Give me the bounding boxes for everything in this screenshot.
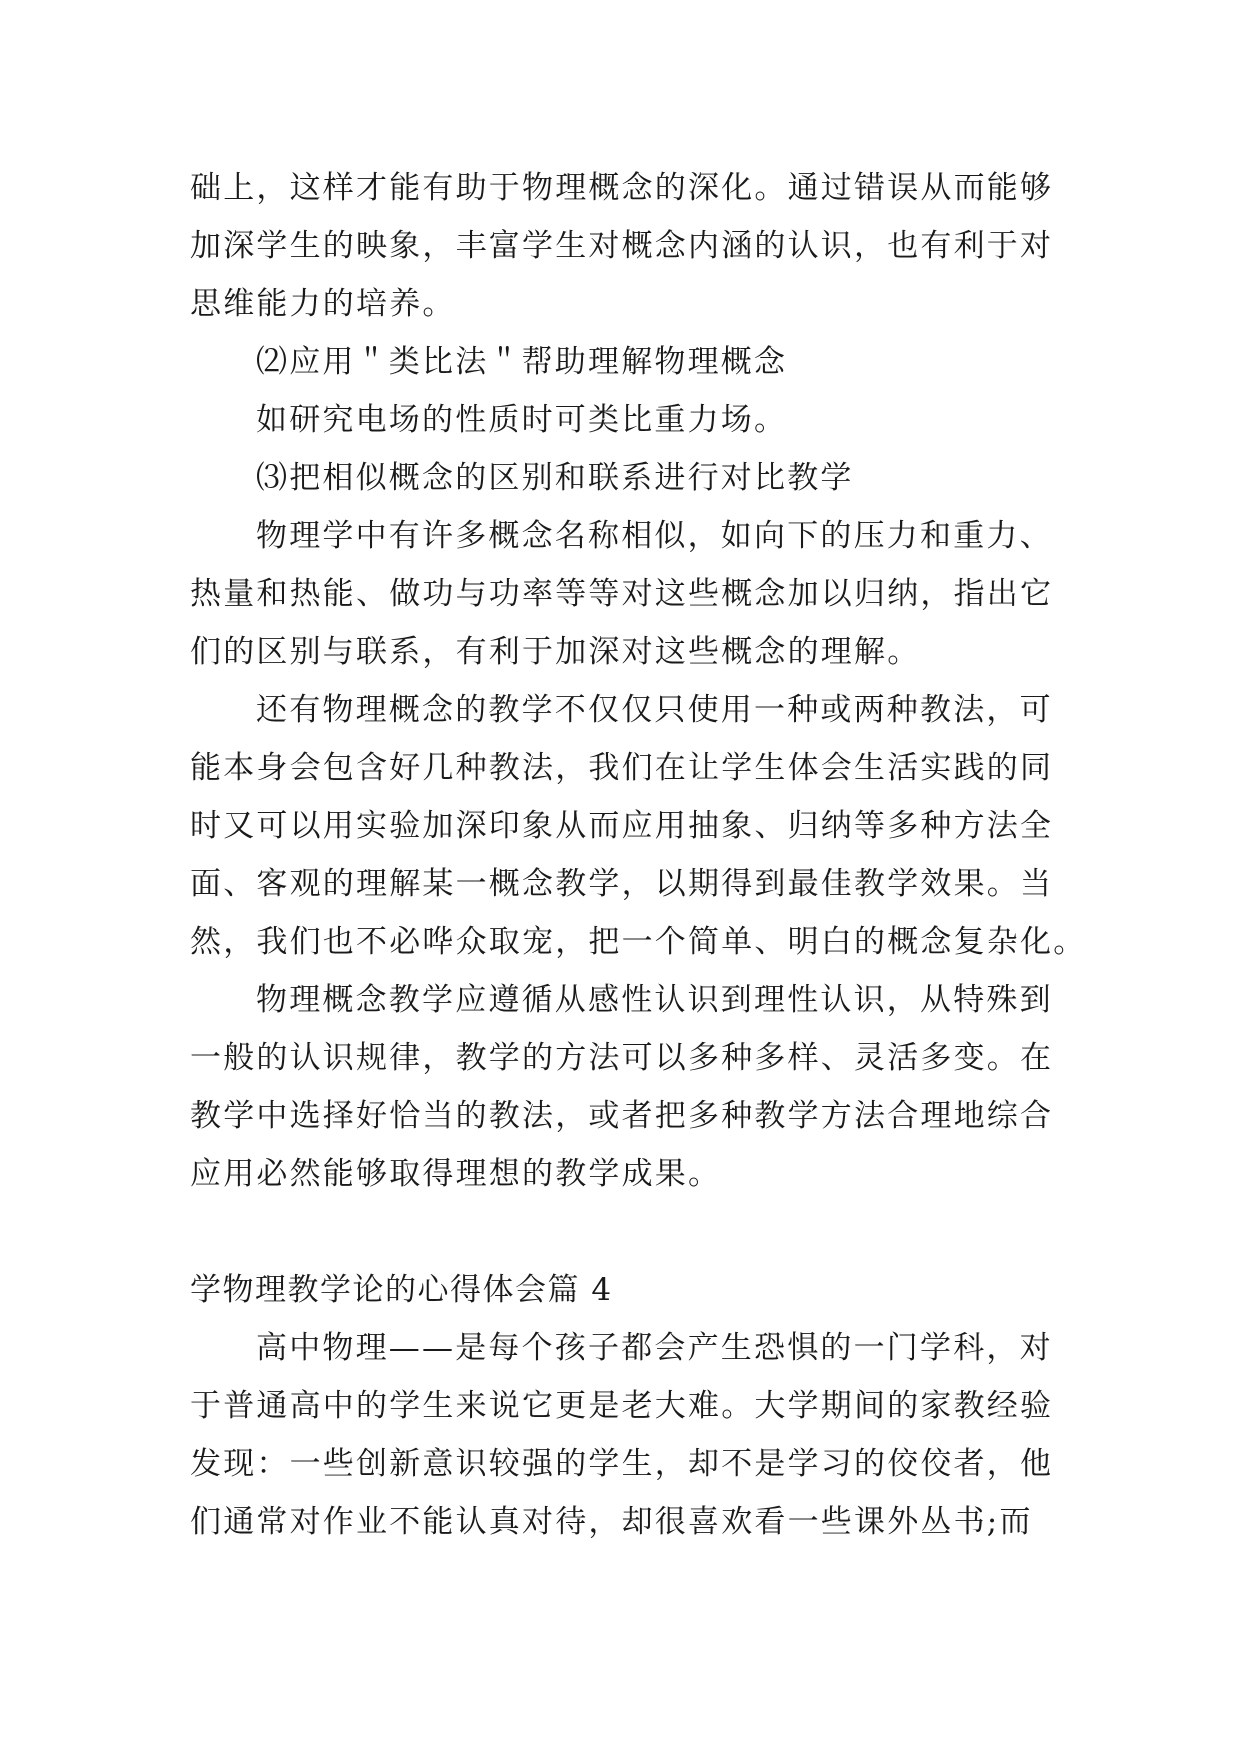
- paragraph: [190, 507, 1070, 681]
- text-line: 思维能力的培养。: [190, 286, 456, 322]
- text-line: 础上，这样才能有助于物理概念的深化。通过错误从而能够: [190, 170, 1054, 206]
- text-line: 面、客观的理解某一概念教学，以期得到最佳教学效果。当: [190, 866, 1054, 902]
- text-line: 物理学中有许多概念名称相似，如向下的压力和重力、: [256, 518, 1053, 554]
- text-line: 们的区别与联系，有利于加深对这些概念的理解。: [190, 634, 921, 670]
- paragraph: 如研究电场的性质时可类比重力场。: [256, 402, 788, 438]
- text-line: 热量和热能、做功与功率等等对这些概念加以归纳，指出它: [190, 576, 1054, 612]
- paragraph-continuation: [190, 159, 1070, 333]
- text-line: 于普通高中的学生来说它更是老大难。大学期间的家教经验: [190, 1388, 1054, 1424]
- list-item-title: ⑶把相似概念的区别和联系进行对比教学: [256, 460, 854, 496]
- text-line: 能本身会包含好几种教法，我们在让学生体会生活实践的同: [190, 750, 1054, 786]
- section-heading: 学物理教学论的心得体会篇 4: [190, 1272, 613, 1308]
- text-line: 高中物理——是每个孩子都会产生恐惧的一门学科，对: [256, 1330, 1053, 1366]
- paragraph: [190, 1319, 1070, 1551]
- text-line: 时又可以用实验加深印象从而应用抽象、归纳等多种方法全: [190, 808, 1054, 844]
- text-line: 加深学生的映象，丰富学生对概念内涵的认识，也有利于对: [190, 228, 1054, 264]
- paragraph: [190, 971, 1070, 1203]
- text-line: 们通常对作业不能认真对待，却很喜欢看一些课外丛书;而: [190, 1504, 1033, 1540]
- text-line: 发现：一些创新意识较强的学生，却不是学习的佼佼者，他: [190, 1446, 1054, 1482]
- list-item-title: ⑵应用＂类比法＂帮助理解物理概念: [256, 344, 788, 380]
- text-line: 然，我们也不必哗众取宠，把一个简单、明白的概念复杂化。: [190, 924, 1087, 960]
- text-line: 应用必然能够取得理想的教学成果。: [190, 1156, 722, 1192]
- text-line: 还有物理概念的教学不仅仅只使用一种或两种教法，可: [256, 692, 1053, 728]
- text-line: 一般的认识规律，教学的方法可以多种多样、灵活多变。在: [190, 1040, 1054, 1076]
- paragraph: [190, 681, 1087, 971]
- text-line: 教学中选择好恰当的教法，或者把多种教学方法合理地综合: [190, 1098, 1054, 1134]
- text-line: 物理概念教学应遵循从感性认识到理性认识，从特殊到: [256, 982, 1053, 1018]
- document-body: [190, 159, 1087, 1551]
